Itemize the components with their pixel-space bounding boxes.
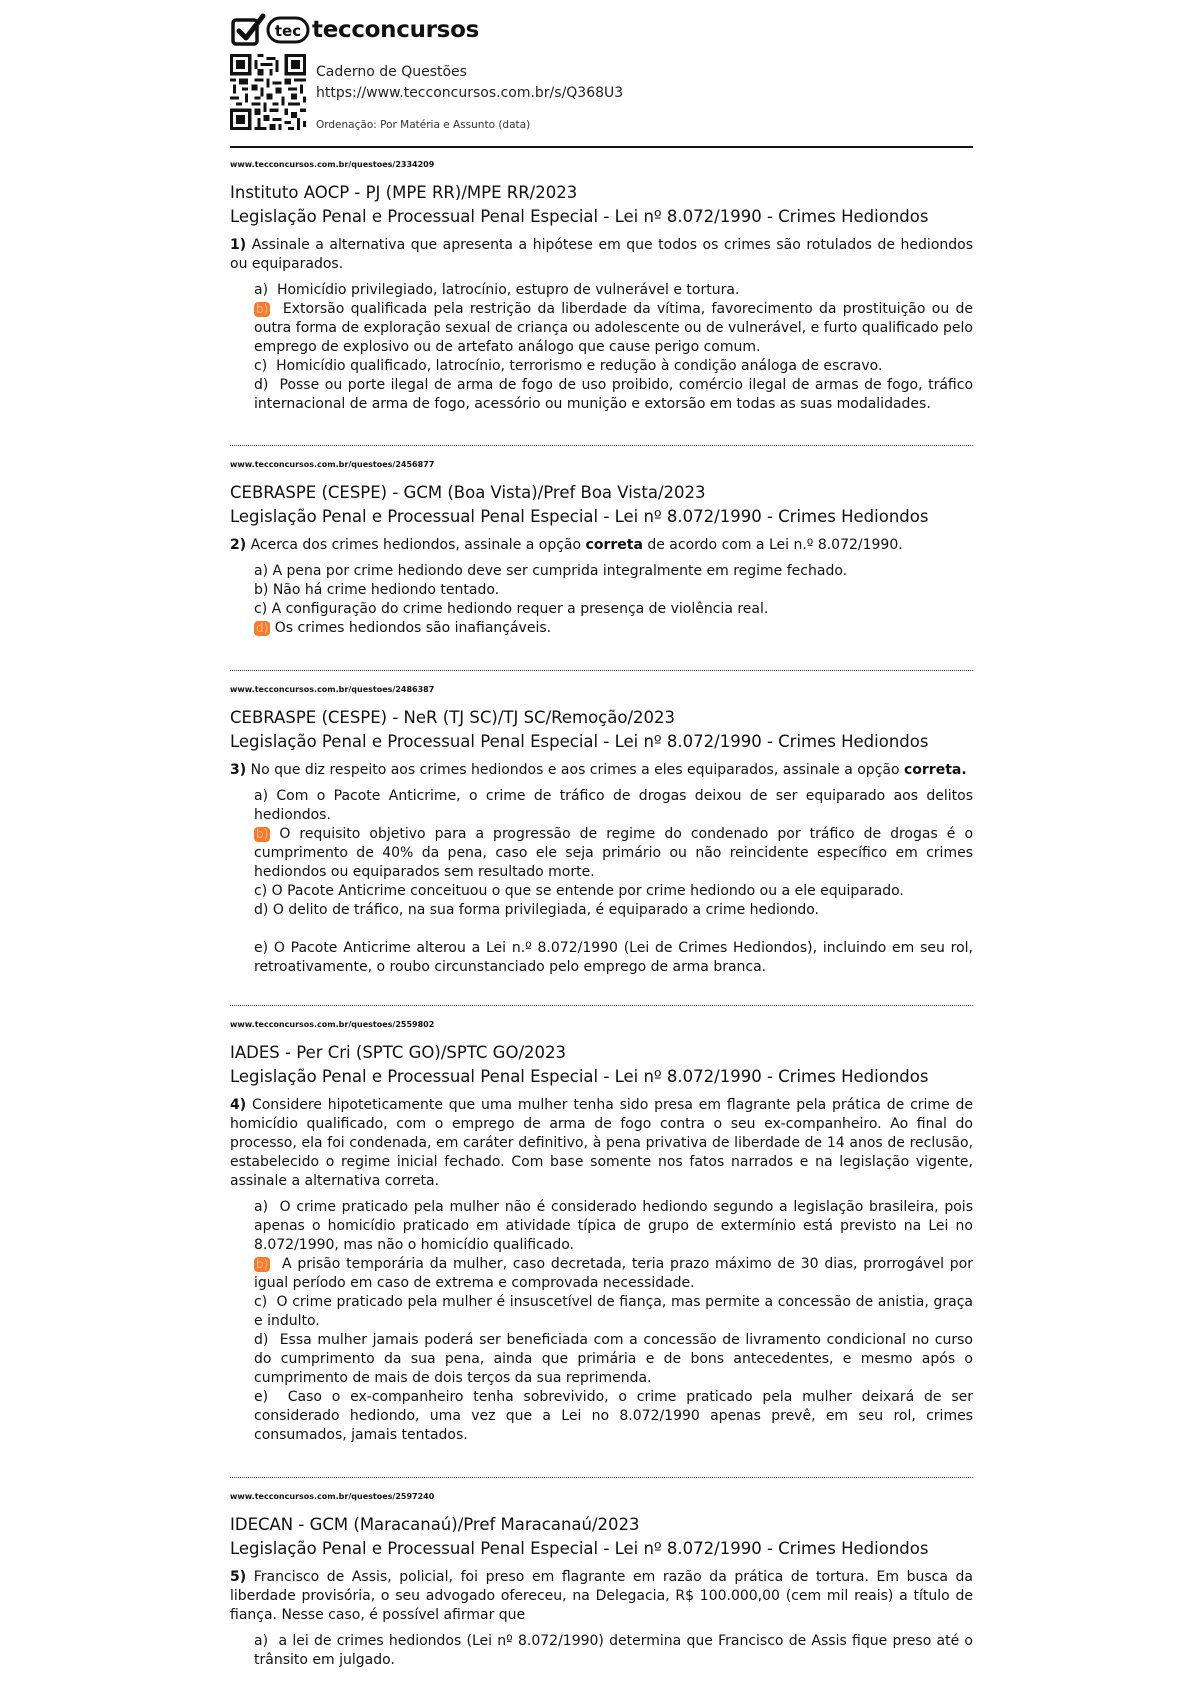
notebook-ordering: Ordenação: Por Matéria e Assunto (data) xyxy=(316,119,531,131)
answer-marker: b) xyxy=(256,827,269,841)
option-e[interactable]: e) O Pacote Anticrime alterou a Lei n.º 8.072/1990 (Lei de Crimes Hediondos), incluindo em seu rol, retroativamente, o roubo circunstanciado pelo emprego de arma branca. xyxy=(254,940,973,975)
option-a[interactable]: a) Homicídio privilegiado, latrocínio, estupro de vulnerável e tortura. xyxy=(254,282,740,298)
option-b[interactable]: b) O requisito objetivo para a progressão de regime do condenado por tráfico de drogas é o cumprimento de 40% da pena, caso ele seja primário ou não reincidente específico em crimes hediondos ou equiparados sem resultado morte. xyxy=(254,826,974,880)
qr-code-icon xyxy=(230,54,306,130)
question-link[interactable]: www.tecconcursos.com.br/questoes/2334209 xyxy=(230,160,435,169)
question-link[interactable]: www.tecconcursos.com.br/questoes/2559802 xyxy=(230,1020,435,1029)
option-e[interactable]: e) Caso o ex-companheiro tenha sobrevivido, o crime praticado pela mulher deixará de ser considerado hediondo, uma vez que a Lei no 8.072/1990 apenas prevê, em seu rol, crimes consumados, jamais tentados. xyxy=(254,1389,973,1443)
question-divider xyxy=(230,1477,973,1478)
question-5 xyxy=(230,1492,973,1670)
question-stem: 4) Considere hipoteticamente que uma mulher tenha sido presa em flagrante pela prática de crime de homicídio qualificado, com o emprego de arma de fogo contra o seu ex-companheiro. Ao final do processo, ela foi condenada, em caráter definitivo, à pena privativa de liberdade de 14 anos de reclusão, estabelecido o regime inicial fechado. Com base somente nos fatos narrados e na legislação vigente, assinale a alternativa correta. xyxy=(230,1097,973,1189)
option-b[interactable]: b) Extorsão qualificada pela restrição da liberdade da vítima, favorecimento da prostituição ou de outra forma de exploração sexual de criança ou adolescente ou de vulnerável, e furto qualificado pelo emprego de explosivo ou de artefato análogo que cause perigo comum. xyxy=(254,301,973,355)
option-d[interactable]: d) Os crimes hediondos são inafiançáveis. xyxy=(256,620,552,636)
question-divider xyxy=(230,670,973,671)
option-c[interactable]: c) O crime praticado pela mulher é insuscetível de fiança, mas permite a concessão de anistia, graça e indulto. xyxy=(254,1294,973,1329)
answer-marker: b) xyxy=(256,302,269,316)
question-stem: 2) Acerca dos crimes hediondos, assinale a opção correta de acordo com a Lei n.º 8.072/1990. xyxy=(230,537,903,553)
question-divider xyxy=(230,1005,973,1006)
question-subject: Legislação Penal e Processual Penal Especial - Lei nº 8.072/1990 - Crimes Hediondos xyxy=(230,732,929,751)
option-a[interactable]: a) a lei de crimes hediondos (Lei nº 8.072/1990) determina que Francisco de Assis fique preso até o trânsito em julgado. xyxy=(254,1633,973,1668)
notebook-title: Caderno de Questões xyxy=(316,64,467,80)
options-list xyxy=(254,1632,973,1670)
option-d[interactable]: d) Essa mulher jamais poderá ser beneficiada com a concessão de livramento condicional no curso do cumprimento da sua pena, ainda que primária e de bons antecedentes, e mesmo após o cumprimento de mais de dois terços da sua reprimenda. xyxy=(254,1332,973,1386)
question-link[interactable]: www.tecconcursos.com.br/questoes/2456877 xyxy=(230,460,435,469)
qr-code xyxy=(230,54,306,134)
question-link[interactable]: www.tecconcursos.com.br/questoes/2486387 xyxy=(230,685,435,694)
option-c[interactable]: c) A configuração do crime hediondo requer a presença de violência real. xyxy=(254,601,769,617)
option-b[interactable]: b) A prisão temporária da mulher, caso decretada, teria prazo máximo de 30 dias, prorrogável por igual período em caso de extrema e comprovada necessidade. xyxy=(254,1256,973,1291)
question-source: IADES - Per Cri (SPTC GO)/SPTC GO/2023 xyxy=(230,1043,567,1062)
question-source: IDECAN - GCM (Maracanaú)/Pref Maracanaú/2023 xyxy=(230,1515,640,1534)
checkbox-check-icon xyxy=(230,12,266,48)
question-subject: Legislação Penal e Processual Penal Especial - Lei nº 8.072/1990 - Crimes Hediondos xyxy=(230,207,929,226)
question-divider xyxy=(230,445,973,446)
option-a[interactable]: a) A pena por crime hediondo deve ser cumprida integralmente em regime fechado. xyxy=(254,563,848,579)
option-d[interactable]: d) Posse ou porte ilegal de arma de fogo de uso proibido, comércio ilegal de armas de fogo, tráfico internacional de arma de fogo, acessório ou munição e extorsão em todas as suas modalidades. xyxy=(254,377,974,412)
question-1 xyxy=(230,160,973,414)
options-list xyxy=(254,562,973,638)
question-2 xyxy=(230,460,973,638)
brand-name: tecconcursos xyxy=(312,17,479,43)
option-a[interactable]: a) Com o Pacote Anticrime, o crime de tráfico de drogas deixou de ser equiparado aos delitos hediondos. xyxy=(254,788,973,823)
question-stem: 5) Francisco de Assis, policial, foi preso em flagrante em razão da prática de tortura. Em busca da liberdade provisória, o seu advogado ofereceu, na Delegacia, R$ 100.000,00 (cem mil reais) a título de fiança. Nesse caso, é possível afirmar que xyxy=(230,1569,973,1623)
question-subject: Legislação Penal e Processual Penal Especial - Lei nº 8.072/1990 - Crimes Hediondos xyxy=(230,507,929,526)
question-stem: 1) Assinale a alternativa que apresenta a hipótese em que todos os crimes são rotulados de hediondos ou equiparados. xyxy=(230,237,974,272)
question-subject: Legislação Penal e Processual Penal Especial - Lei nº 8.072/1990 - Crimes Hediondos xyxy=(230,1539,929,1558)
tec-badge-icon xyxy=(266,13,310,47)
option-a[interactable]: a) O crime praticado pela mulher não é considerado hediondo segundo a legislação brasileira, pois apenas o homicídio praticado em atividade típica de grupo de extermínio está previsto na Lei no 8.072/1990, mas não o homicídio qualificado. xyxy=(254,1199,973,1253)
question-4 xyxy=(230,1020,973,1445)
answer-marker: d) xyxy=(256,621,269,635)
svg-text:tec: tec xyxy=(274,22,302,40)
question-3 xyxy=(230,685,973,977)
options-list xyxy=(254,281,973,414)
option-b[interactable]: b) Não há crime hediondo tentado. xyxy=(254,582,500,598)
option-c[interactable]: c) Homicídio qualificado, latrocínio, terrorismo e redução à condição análoga de escravo. xyxy=(254,358,883,374)
answer-marker: b) xyxy=(256,1257,269,1271)
options-list xyxy=(254,1198,973,1445)
question-source: CEBRASPE (CESPE) - NeR (TJ SC)/TJ SC/Remoção/2023 xyxy=(230,708,675,727)
question-subject: Legislação Penal e Processual Penal Especial - Lei nº 8.072/1990 - Crimes Hediondos xyxy=(230,1067,929,1086)
options-list xyxy=(254,787,973,977)
option-d[interactable]: d) O delito de tráfico, na sua forma privilegiada, é equiparado a crime hediondo. xyxy=(254,902,819,918)
question-source: Instituto AOCP - PJ (MPE RR)/MPE RR/2023 xyxy=(230,183,578,202)
question-source: CEBRASPE (CESPE) - GCM (Boa Vista)/Pref Boa Vista/2023 xyxy=(230,483,706,502)
question-link[interactable]: www.tecconcursos.com.br/questoes/2597240 xyxy=(230,1492,435,1501)
brand-logo[interactable] xyxy=(230,10,479,50)
header-divider xyxy=(230,146,973,148)
notebook-meta xyxy=(316,62,623,136)
question-stem: 3) No que diz respeito aos crimes hediondos e aos crimes a eles equiparados, assinale a opção correta. xyxy=(230,762,967,778)
option-c[interactable]: c) O Pacote Anticrime conceituou o que se entende por crime hediondo ou a ele equiparado. xyxy=(254,883,904,899)
notebook-url[interactable]: https://www.tecconcursos.com.br/s/Q368U3 xyxy=(316,85,624,101)
